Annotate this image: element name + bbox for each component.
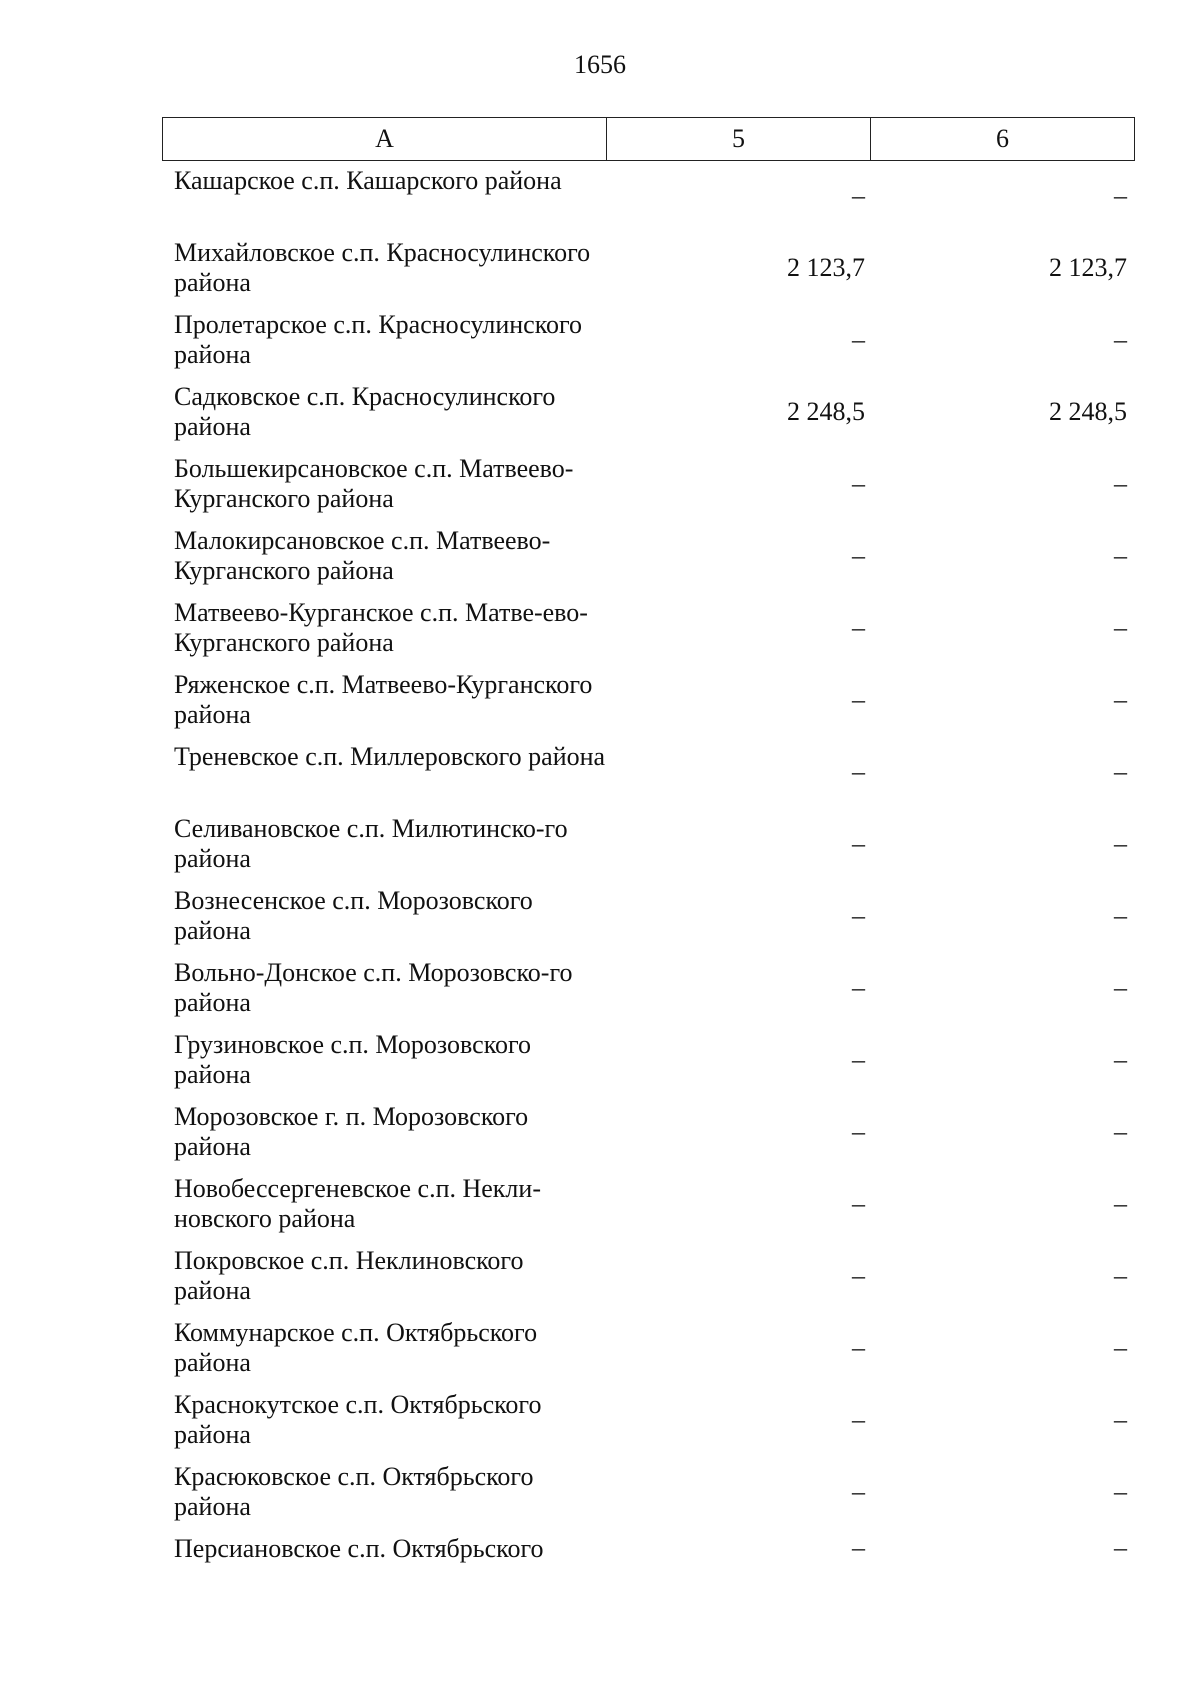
settlement-name: Вольно-Донское с.п. Морозовско-го района (174, 958, 573, 1017)
value-col-6: – (1114, 1117, 1127, 1146)
settlement-name: Новобессергеневское с.п. Некли-новского района (174, 1174, 541, 1233)
value-col-5: 2 248,5 (787, 397, 865, 426)
settlement-name: Ряженское с.п. Матвеево-Курганского района (174, 670, 593, 729)
value-col-6: – (1114, 541, 1127, 570)
value-col-6: – (1114, 973, 1127, 1002)
header-cell-5: 5 (607, 118, 871, 160)
table-row (162, 1457, 1135, 1529)
value-col-5: – (852, 1333, 865, 1362)
table-row (162, 1385, 1135, 1457)
value-col-5: – (852, 1117, 865, 1146)
settlement-name: Краснокутское с.п. Октябрьского района (174, 1390, 542, 1449)
table-row (162, 1097, 1135, 1169)
table-header-row (162, 117, 1135, 161)
value-col-5: – (852, 325, 865, 354)
settlement-name: Садковское с.п. Красносулинского района (174, 382, 556, 441)
settlement-name: Грузиновское с.п. Морозовского района (174, 1030, 532, 1089)
value-col-6: – (1114, 325, 1127, 354)
value-col-6: – (1114, 1477, 1127, 1506)
value-col-6: – (1114, 613, 1127, 642)
value-col-6: – (1114, 1261, 1127, 1290)
value-col-6: – (1114, 1189, 1127, 1218)
table-row (162, 1241, 1135, 1313)
value-col-5: – (852, 1477, 865, 1506)
settlement-name: Пролетарское с.п. Красносулинского района (174, 310, 583, 369)
table-row (162, 737, 1135, 809)
value-col-5: – (852, 685, 865, 714)
value-col-5: – (852, 181, 865, 210)
table-row (162, 593, 1135, 665)
settlement-name: Вознесенское с.п. Морозовского района (174, 886, 533, 945)
table-row (162, 161, 1135, 233)
value-col-6: – (1114, 1333, 1127, 1362)
table-row (162, 1025, 1135, 1097)
table-row (162, 449, 1135, 521)
table-row (162, 1313, 1135, 1385)
value-col-5: – (852, 541, 865, 570)
value-col-5: – (852, 901, 865, 930)
value-col-5: – (852, 1045, 865, 1074)
page-number: 1656 (574, 50, 626, 79)
table-row (162, 881, 1135, 953)
settlement-name: Михайловское с.п. Красносулинского района (174, 238, 591, 297)
value-col-5: – (852, 469, 865, 498)
settlement-name: Морозовское г. п. Морозовского района (174, 1102, 529, 1161)
settlement-name: Большекирсановское с.п. Матвеево-Курганского района (174, 454, 574, 513)
value-col-6: – (1114, 1045, 1127, 1074)
settlement-name: Кашарское с.п. Кашарского района (174, 166, 562, 195)
table-row (162, 233, 1135, 305)
table-row (162, 1529, 1135, 1575)
value-col-5: – (852, 613, 865, 642)
settlement-name: Персиановское с.п. Октябрьского (174, 1534, 544, 1563)
value-col-6: – (1114, 757, 1127, 786)
value-col-6: – (1114, 829, 1127, 858)
value-col-6: – (1114, 901, 1127, 930)
settlement-name: Треневское с.п. Миллеровского района (174, 742, 606, 771)
table-row (162, 305, 1135, 377)
value-col-6: – (1114, 469, 1127, 498)
value-col-5: – (852, 973, 865, 1002)
value-col-5: 2 123,7 (787, 253, 865, 282)
settlement-name: Коммунарское с.п. Октябрьского района (174, 1318, 538, 1377)
value-col-5: – (852, 1405, 865, 1434)
value-col-5: – (852, 1189, 865, 1218)
settlement-name: Матвеево-Курганское с.п. Матве-ево-Курганского района (174, 598, 588, 657)
value-col-5: – (852, 757, 865, 786)
settlement-name: Покровское с.п. Неклиновского района (174, 1246, 524, 1305)
value-col-6: – (1114, 181, 1127, 210)
table-row (162, 1169, 1135, 1241)
value-col-5: – (852, 829, 865, 858)
value-col-6: 2 248,5 (1049, 397, 1127, 426)
value-col-6: – (1114, 1405, 1127, 1434)
value-col-5: – (852, 1533, 865, 1562)
table-row (162, 521, 1135, 593)
value-col-6: – (1114, 1533, 1127, 1562)
header-cell-a: А (163, 118, 607, 160)
table-row (162, 809, 1135, 881)
value-col-5: – (852, 1261, 865, 1290)
settlement-name: Красюковское с.п. Октябрьского района (174, 1462, 534, 1521)
table-row (162, 953, 1135, 1025)
settlement-name: Селивановское с.п. Милютинско-го района (174, 814, 568, 873)
settlement-name: Малокирсановское с.п. Матвеево-Курганского района (174, 526, 551, 585)
value-col-6: 2 123,7 (1049, 253, 1127, 282)
table-row (162, 665, 1135, 737)
table-row (162, 377, 1135, 449)
table-body (162, 161, 1135, 1575)
header-cell-6: 6 (996, 124, 1009, 153)
value-col-6: – (1114, 685, 1127, 714)
